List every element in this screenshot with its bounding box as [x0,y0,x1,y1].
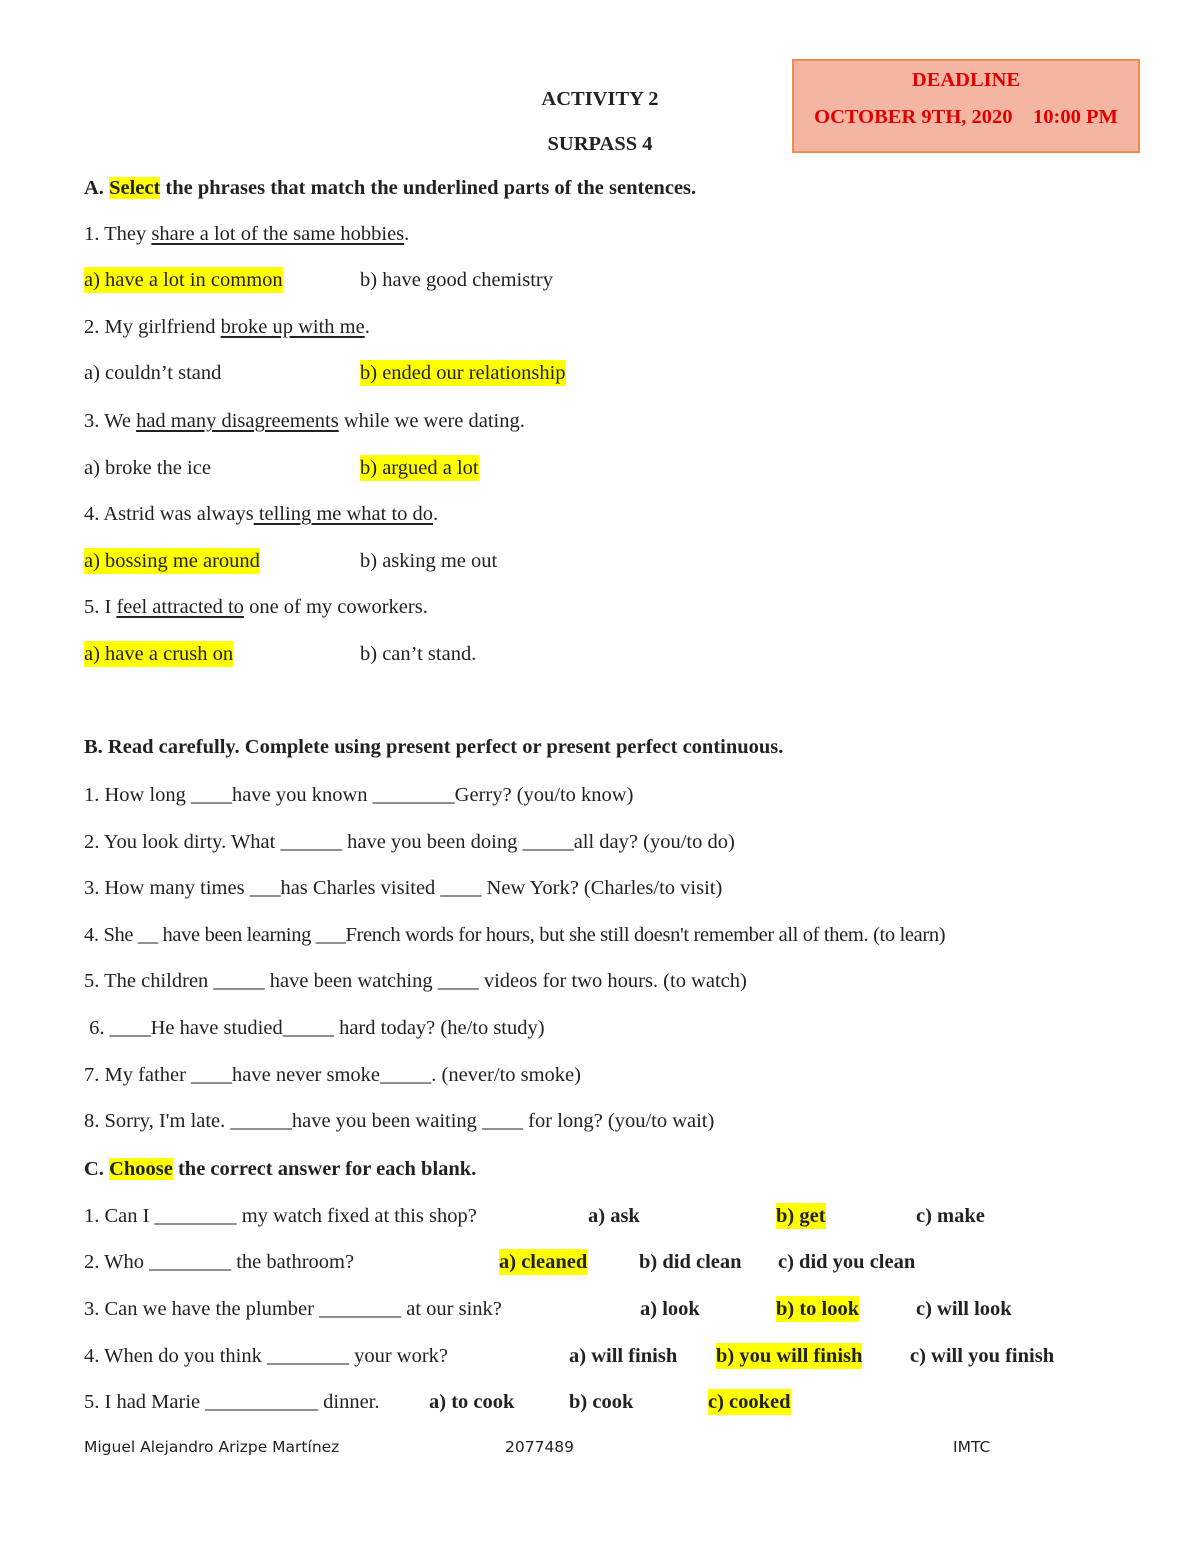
answer-a3-option-b: b) argued a lot [360,457,479,479]
question-a5: 5. I feel attracted to one of my coworkers. [84,596,428,618]
answer-c4-option-a: a) will finish [569,1345,678,1367]
answer-a5-option-a: a) have a crush on [84,643,234,665]
answer-a2-option-a: a) couldn’t stand [84,362,222,384]
deadline-title: DEADLINE [911,69,1021,91]
answer-c2-option-a: a) cleaned [499,1251,588,1273]
answer-c2-option-c: c) did you clean [778,1251,916,1273]
answer-c5-option-a: a) to cook [429,1391,515,1413]
question-c5: 5. I had Marie ___________ dinner. [84,1391,380,1413]
question-b1: 1. How long ____have you known ________Gerry? (you/to know) [84,784,634,806]
question-b8: 8. Sorry, I'm late. ______have you been waiting ____ for long? (you/to wait) [84,1110,715,1132]
answer-a4-option-a: a) bossing me around [84,550,260,572]
answer-c3-option-a: a) look [640,1298,700,1320]
answer-c3-option-c: c) will look [916,1298,1012,1320]
answer-c1-option-c: c) make [916,1205,985,1227]
answer-c1-option-b: b) get [776,1205,826,1227]
question-b3: 3. How many times ___has Charles visited ____ New York? (Charles/to visit) [84,877,723,899]
question-a1: 1. They share a lot of the same hobbies. [84,223,410,245]
answer-c2-option-b: b) did clean [639,1251,742,1273]
question-c1: 1. Can I ________ my watch fixed at this shop? [84,1205,477,1227]
answer-c5-option-b: b) cook [569,1391,634,1413]
question-b2: 2. You look dirty. What ______ have you been doing _____all day? (you/to do) [84,831,735,853]
footer-student-name: Miguel Alejandro Arizpe Martínez [84,1438,340,1456]
question-a2: 2. My girlfriend broke up with me. [84,316,370,338]
answer-c1-option-a: a) ask [588,1205,640,1227]
section-c-heading: C. Choose the correct answer for each blank. [84,1158,477,1180]
question-c2: 2. Who ________ the bathroom? [84,1251,355,1273]
footer-student-id: 2077489 [505,1438,575,1456]
question-c4: 4. When do you think ________ your work? [84,1345,449,1367]
question-b7: 7. My father ____have never smoke_____. (never/to smoke) [84,1064,581,1086]
answer-c4-option-c: c) will you finish [910,1345,1055,1367]
answer-a4-option-b: b) asking me out [360,550,498,572]
question-b6: 6. ____He have studied_____ hard today? (he/to study) [84,1017,545,1039]
question-b4: 4. She __ have been learning ___French words for hours, but she still doesn't remember all of them. (to learn) [84,924,946,946]
question-b5: 5. The children _____ have been watching ____ videos for two hours. (to watch) [84,970,747,992]
answer-c4-option-b: b) you will finish [716,1345,863,1367]
answer-a2-option-b: b) ended our relationship [360,362,566,384]
section-b-heading: B. Read carefully. Complete using present perfect or present perfect continuous. [84,736,784,758]
answer-c5-option-c: c) cooked [708,1391,791,1413]
answer-a3-option-a: a) broke the ice [84,457,211,479]
course-title: SURPASS 4 [547,133,653,155]
section-a-heading: A. Select the phrases that match the underlined parts of the sentences. [84,177,697,199]
answer-a1-option-b: b) have good chemistry [360,269,553,291]
question-a4: 4. Astrid was always telling me what to do. [84,503,439,525]
answer-a1-option-a: a) have a lot in common [84,269,283,291]
answer-a5-option-b: b) can’t stand. [360,643,477,665]
answer-c3-option-b: b) to look [776,1298,860,1320]
question-c3: 3. Can we have the plumber ________ at our sink? [84,1298,502,1320]
deadline-date: OCTOBER 9TH, 2020 10:00 PM [814,106,1118,128]
footer-program: IMTC [953,1438,991,1456]
question-a3: 3. We had many disagreements while we were dating. [84,410,525,432]
activity-title: ACTIVITY 2 [541,88,659,110]
